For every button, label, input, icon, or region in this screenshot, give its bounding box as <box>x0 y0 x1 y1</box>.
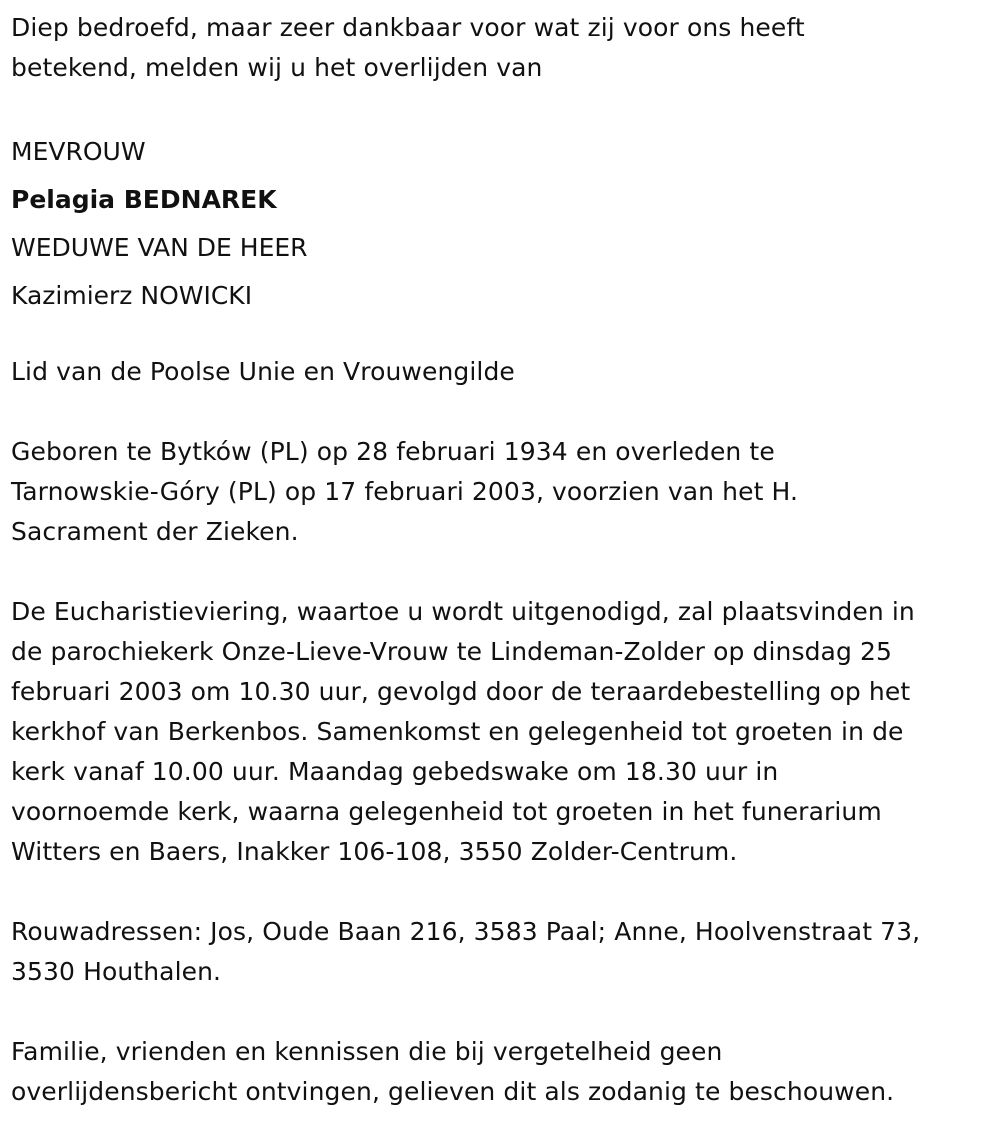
ceremony-line: Witters en Baers, Inakker 106-108, 3550 Zolder-Centrum. <box>11 837 738 866</box>
closing-line: Familie, vrienden en kennissen die bij vergetelheid geen <box>11 1037 723 1066</box>
addresses-line: Rouwadressen: Jos, Oude Baan 216, 3583 Paal; Anne, Hoolvenstraat 73, <box>11 917 921 946</box>
closing-paragraph <box>11 1032 991 1112</box>
ceremony-line: voornoemde kerk, waarna gelegenheid tot groeten in het funerarium <box>11 797 882 826</box>
spacer <box>11 320 991 352</box>
spacer <box>11 992 991 1032</box>
intro-paragraph <box>11 8 991 88</box>
salutation: MEVROUW <box>11 137 146 166</box>
birth-death-line: Geboren te Bytków (PL) op 28 februari 1934 en overleden te <box>11 437 775 466</box>
membership-line: Lid van de Poolse Unie en Vrouwengilde <box>11 357 515 386</box>
obituary-notice <box>11 8 991 1112</box>
deceased-block <box>11 128 991 320</box>
ceremony-line: De Eucharistieviering, waartoe u wordt uitgenodigd, zal plaatsvinden in <box>11 597 915 626</box>
birth-death-line: Sacrament der Zieken. <box>11 517 299 546</box>
birth-death-paragraph <box>11 432 991 552</box>
ceremony-line: de parochiekerk Onze-Lieve-Vrouw te Lindeman-Zolder op dinsdag 25 <box>11 637 892 666</box>
spouse-name: Kazimierz NOWICKI <box>11 281 253 310</box>
spacer <box>11 392 991 432</box>
spacer <box>11 88 991 128</box>
intro-line: Diep bedroefd, maar zeer dankbaar voor wat zij voor ons heeft <box>11 13 805 42</box>
ceremony-line: kerkhof van Berkenbos. Samenkomst en gelegenheid tot groeten in de <box>11 717 904 746</box>
addresses-paragraph <box>11 912 991 992</box>
ceremony-line: kerk vanaf 10.00 uur. Maandag gebedswake om 18.30 uur in <box>11 757 779 786</box>
ceremony-paragraph <box>11 592 991 872</box>
ceremony-line: februari 2003 om 10.30 uur, gevolgd door de teraardebestelling op het <box>11 677 911 706</box>
deceased-name: Pelagia BEDNAREK <box>11 185 277 214</box>
spacer <box>11 552 991 592</box>
addresses-line: 3530 Houthalen. <box>11 957 222 986</box>
intro-line: betekend, melden wij u het overlijden van <box>11 53 543 82</box>
relation-label: WEDUWE VAN DE HEER <box>11 233 308 262</box>
spacer <box>11 872 991 912</box>
closing-line: overlijdensbericht ontvingen, gelieven dit als zodanig te beschouwen. <box>11 1077 895 1106</box>
birth-death-line: Tarnowskie-Góry (PL) op 17 februari 2003, voorzien van het H. <box>11 477 799 506</box>
